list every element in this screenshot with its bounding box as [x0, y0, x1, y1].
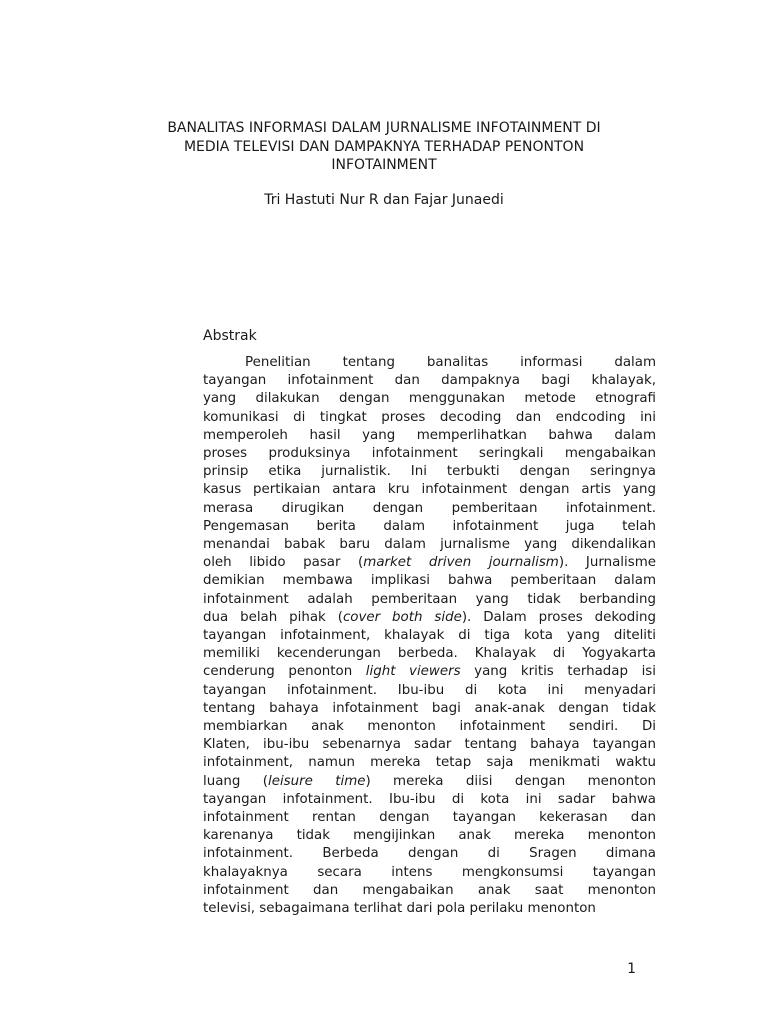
abstract-line: merasa dirugikan dengan pemberitaan infotainment.: [203, 500, 656, 516]
abstract-line: menandai babak baru dalam jurnalisme yang dikendalikan: [203, 537, 656, 553]
abstract-line: infotainment rentan dengan tayangan kekerasan dan: [203, 810, 656, 826]
abstract-line: infotainment adalah pemberitaan yang tidak berbanding: [203, 591, 656, 607]
abstract-line: khalayaknya secara intens mengkonsumsi tayangan: [203, 864, 656, 880]
abstract-line: Klaten, ibu-ibu sebenarnya sadar tentang bahaya tayangan: [203, 737, 656, 753]
page-number: 1: [627, 961, 636, 977]
abstract-line: infotainment dan mengabaikan anak saat menonton: [203, 882, 656, 898]
abstract-line: memiliki kecenderungan berbeda. Khalayak di Yogyakarta: [203, 646, 656, 662]
italic-term: leisure time: [267, 773, 366, 789]
abstract-line: karenanya tidak mengijinkan anak mereka menonton: [203, 828, 656, 844]
abstract-line: tentang bahaya infotainment bagi anak-anak dengan tidak: [203, 700, 656, 716]
document-title: [80, 119, 688, 175]
abstract-line: televisi, sebagaimana terlihat dari pola perilaku menonton: [203, 901, 596, 917]
abstract-line: prinsip etika jurnalistik. Ini terbukti dengan seringnya: [203, 464, 656, 480]
authors: Tri Hastuti Nur R dan Fajar Junaedi: [264, 192, 504, 208]
italic-term: cover both side: [342, 609, 462, 625]
title-line: INFOTAINMENT: [331, 157, 437, 173]
title-line: MEDIA TELEVISI DAN DAMPAKNYA TERHADAP PENONTON: [183, 138, 585, 155]
abstract-line: tayangan infotainment dan dampaknya bagi khalayak,: [203, 373, 656, 389]
title-line: BANALITAS INFORMASI DALAM JURNALISME INFOTAINMENT DI: [167, 120, 601, 136]
abstract-line: oleh libido pasar (market driven journalism). Jurnalisme: [203, 555, 656, 571]
abstract-line: Pengemasan berita dalam infotainment juga telah: [203, 518, 656, 534]
abstract-line: proses produksinya infotainment seringkali mengabaikan: [203, 446, 656, 462]
abstract-line: luang (leisure time) mereka diisi dengan menonton: [203, 773, 656, 789]
abstract-line: dua belah pihak (cover both side). Dalam proses dekoding: [203, 609, 656, 625]
abstract-line: membiarkan anak menonton infotainment sendiri. Di: [203, 719, 656, 735]
abstract-body: [203, 354, 656, 918]
italic-term: light viewers: [365, 664, 461, 680]
italic-term: market driven journalism: [363, 555, 559, 571]
abstract-line: infotainment. Berbeda dengan di Sragen dimana: [203, 846, 656, 862]
abstract-line: tayangan infotainment. Ibu-ibu di kota ini menyadari: [203, 682, 656, 698]
abstract-heading: Abstrak: [203, 328, 257, 344]
abstract-line: kasus pertikaian antara kru infotainment dengan artis yang: [203, 482, 656, 498]
abstract-line: demikian membawa implikasi bahwa pemberitaan dalam: [203, 573, 656, 589]
abstract-line: memperoleh hasil yang memperlihatkan bahwa dalam: [203, 427, 656, 443]
abstract-line: tayangan infotainment, khalayak di tiga kota yang diteliti: [203, 628, 656, 644]
abstract-line: infotainment, namun mereka tetap saja menikmati waktu: [203, 755, 656, 771]
abstract-line: komunikasi di tingkat proses decoding dan endcoding ini: [203, 409, 656, 425]
abstract-line: Penelitian tentang banalitas informasi dalam: [245, 355, 656, 370]
abstract-line: cenderung penonton light viewers yang kritis terhadap isi: [203, 664, 656, 680]
abstract-line: yang dilakukan dengan menggunakan metode etnografi: [203, 391, 656, 407]
abstract-line: tayangan infotainment. Ibu-ibu di kota ini sadar bahwa: [203, 791, 656, 807]
